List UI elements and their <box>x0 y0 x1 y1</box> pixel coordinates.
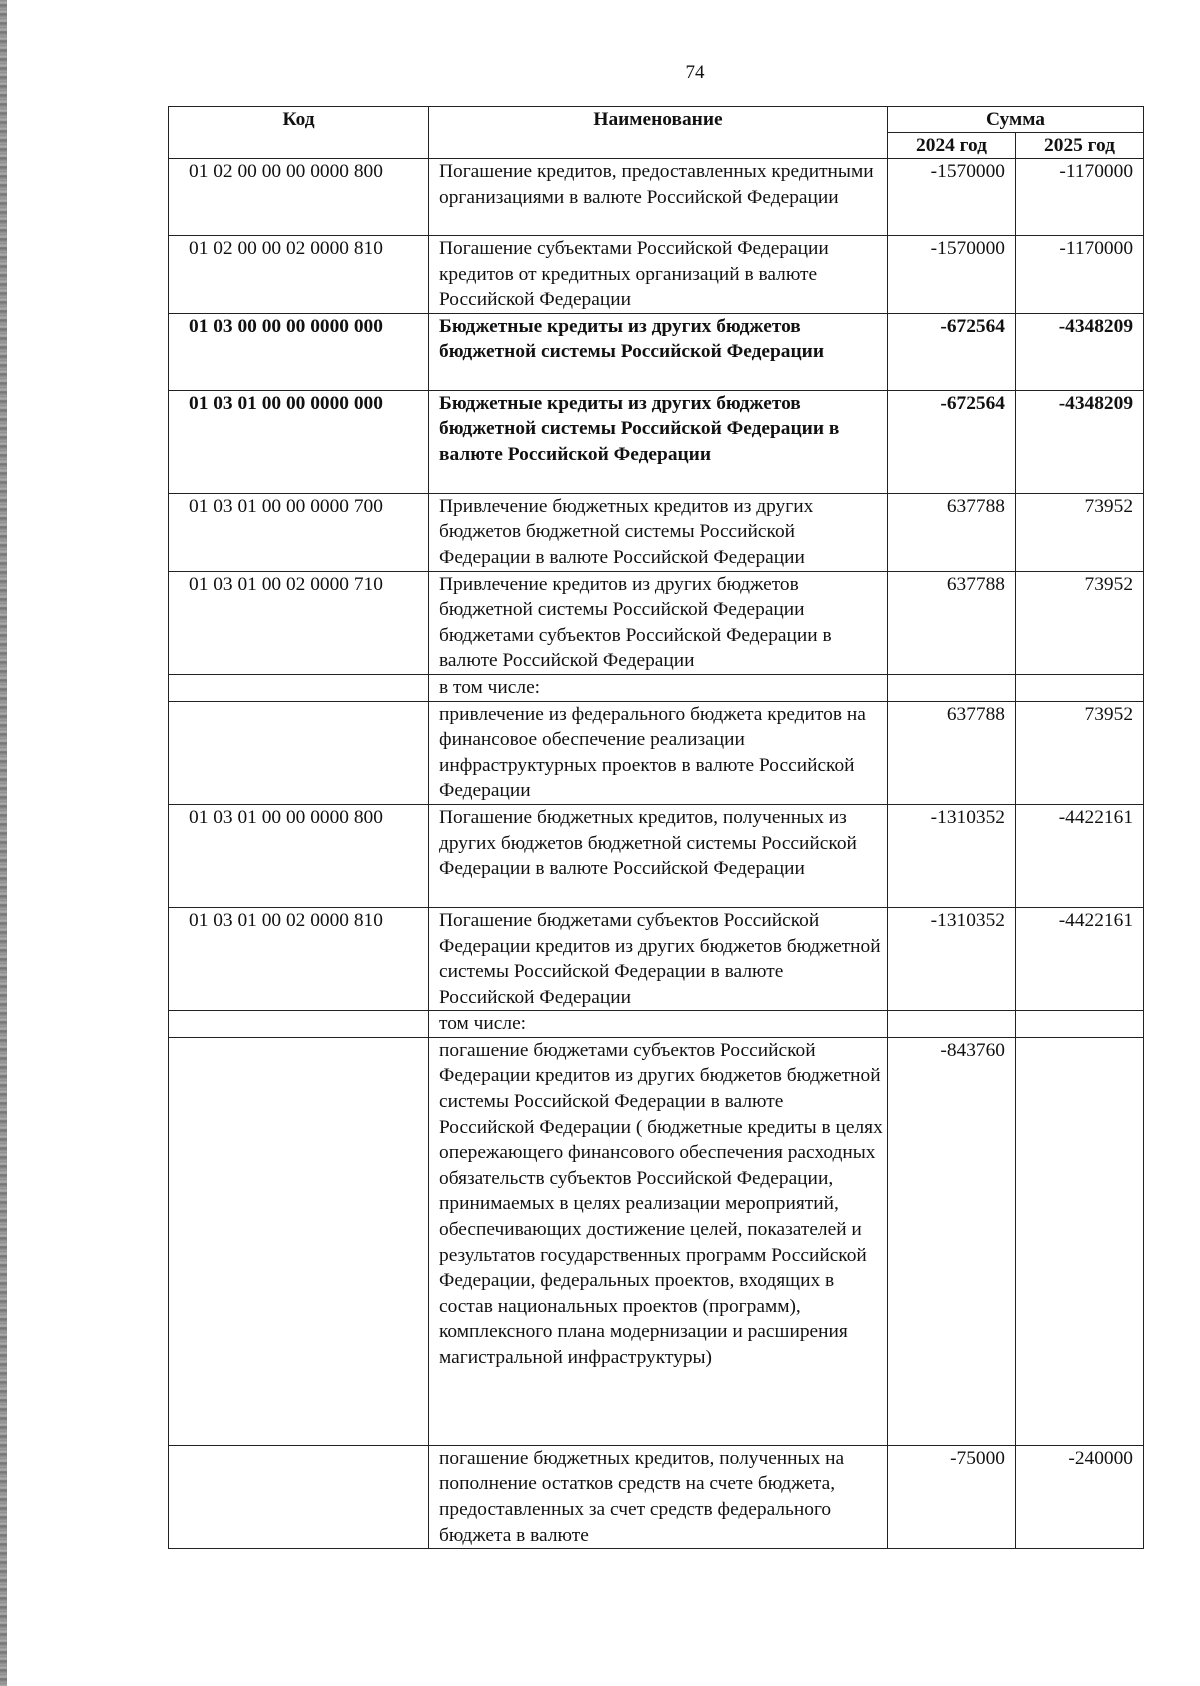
cell-name: Погашение кредитов, предоставленных кредитными организациями в валюте Российской Федерации <box>429 159 888 236</box>
cell-2024: -1570000 <box>888 236 1016 314</box>
table-row <box>169 159 1144 236</box>
cell-name: Погашение бюджетами субъектов Российской Федерации кредитов из других бюджетов бюджетной системы Российской Федерации в валюте Российской Федерации <box>429 907 888 1010</box>
cell-name: Бюджетные кредиты из других бюджетов бюджетной системы Российской Федерации <box>429 313 888 390</box>
cell-code <box>169 1011 429 1038</box>
header-year-2024: 2024 год <box>888 133 1016 159</box>
cell-code <box>169 1445 429 1548</box>
cell-name: погашение бюджетных кредитов, полученных на пополнение остатков средств на счете бюджета, предоставленных за счет средств федерального бюджета в валюте <box>429 1445 888 1548</box>
table-row <box>169 1011 1144 1038</box>
cell-2025: -1170000 <box>1016 236 1144 314</box>
cell-2024: 637788 <box>888 493 1016 571</box>
cell-2025 <box>1016 1037 1144 1445</box>
cell-name: Бюджетные кредиты из других бюджетов бюджетной системы Российской Федерации в валюте Российской Федерации <box>429 390 888 493</box>
budget-table <box>168 106 1144 1549</box>
header-year-2025: 2025 год <box>1016 133 1144 159</box>
header-code: Код <box>169 107 429 159</box>
cell-code: 01 03 00 00 00 0000 000 <box>169 313 429 390</box>
cell-2025: 73952 <box>1016 493 1144 571</box>
cell-2025: -1170000 <box>1016 159 1144 236</box>
table-row <box>169 313 1144 390</box>
cell-2025: -4422161 <box>1016 907 1144 1010</box>
table-row <box>169 390 1144 493</box>
cell-2025: -240000 <box>1016 1445 1144 1548</box>
cell-2024: 637788 <box>888 701 1016 804</box>
cell-name: Погашение субъектами Российской Федерации кредитов от кредитных организаций в валюте Российской Федерации <box>429 236 888 314</box>
table-row <box>169 236 1144 314</box>
cell-code: 01 03 01 00 00 0000 000 <box>169 390 429 493</box>
cell-name: Привлечение бюджетных кредитов из других бюджетов бюджетной системы Российской Федерации в валюте Российской Федерации <box>429 493 888 571</box>
cell-code <box>169 701 429 804</box>
cell-2024 <box>888 1011 1016 1038</box>
cell-code: 01 03 01 00 00 0000 800 <box>169 804 429 907</box>
cell-2024: 637788 <box>888 571 1016 674</box>
table-row <box>169 804 1144 907</box>
table-row <box>169 907 1144 1010</box>
cell-2024: -672564 <box>888 390 1016 493</box>
cell-2025: 73952 <box>1016 701 1144 804</box>
cell-2025: -4422161 <box>1016 804 1144 907</box>
cell-code: 01 03 01 00 00 0000 700 <box>169 493 429 571</box>
cell-2024: -1310352 <box>888 907 1016 1010</box>
cell-2024: -75000 <box>888 1445 1016 1548</box>
cell-2025: -4348209 <box>1016 390 1144 493</box>
cell-code: 01 02 00 00 02 0000 810 <box>169 236 429 314</box>
cell-2025 <box>1016 1011 1144 1038</box>
cell-2024: -672564 <box>888 313 1016 390</box>
cell-code: 01 02 00 00 00 0000 800 <box>169 159 429 236</box>
cell-2024: -843760 <box>888 1037 1016 1445</box>
cell-code: 01 03 01 00 02 0000 810 <box>169 907 429 1010</box>
cell-code: 01 03 01 00 02 0000 710 <box>169 571 429 674</box>
cell-2024: -1310352 <box>888 804 1016 907</box>
cell-name: том числе: <box>429 1011 888 1038</box>
cell-name: привлечение из федерального бюджета кредитов на финансовое обеспечение реализации инфраструктурных проектов в валюте Российской Федерации <box>429 701 888 804</box>
cell-2025: -4348209 <box>1016 313 1144 390</box>
cell-name: Привлечение кредитов из других бюджетов бюджетной системы Российской Федерации бюджетами субъектов Российской Федерации в валюте Российской Федерации <box>429 571 888 674</box>
table-row <box>169 493 1144 571</box>
table-row <box>169 1037 1144 1445</box>
cell-2025: 73952 <box>1016 571 1144 674</box>
cell-code <box>169 674 429 701</box>
table-row <box>169 674 1144 701</box>
cell-name: Погашение бюджетных кредитов, полученных из других бюджетов бюджетной системы Российской Федерации в валюте Российской Федерации <box>429 804 888 907</box>
header-name: Наименование <box>429 107 888 159</box>
cell-2025 <box>1016 674 1144 701</box>
cell-code <box>169 1037 429 1445</box>
cell-2024: -1570000 <box>888 159 1016 236</box>
cell-2024 <box>888 674 1016 701</box>
page-number: 74 <box>685 62 705 83</box>
table-row <box>169 1445 1144 1548</box>
header-sum: Сумма <box>888 107 1144 133</box>
table-row <box>169 701 1144 804</box>
cell-name: в том числе: <box>429 674 888 701</box>
scan-edge <box>0 0 7 1686</box>
cell-name: погашение бюджетами субъектов Российской Федерации кредитов из других бюджетов бюджетной системы Российской Федерации в валюте Российской Федерации ( бюджетные кредиты в целях опережающего финансового обеспечения расходных обязательств субъектов Российской Федерации, принимаемых в целях реализации мероприятий, обеспечивающих достижение целей, показателей и результатов государственных программ Российской Федерации, федеральных проектов, входящих в состав национальных проектов (программ), комплексного плана модернизации и расширения магистральной инфраструктуры) <box>429 1037 888 1445</box>
table-body <box>169 159 1144 1549</box>
table-row <box>169 571 1144 674</box>
